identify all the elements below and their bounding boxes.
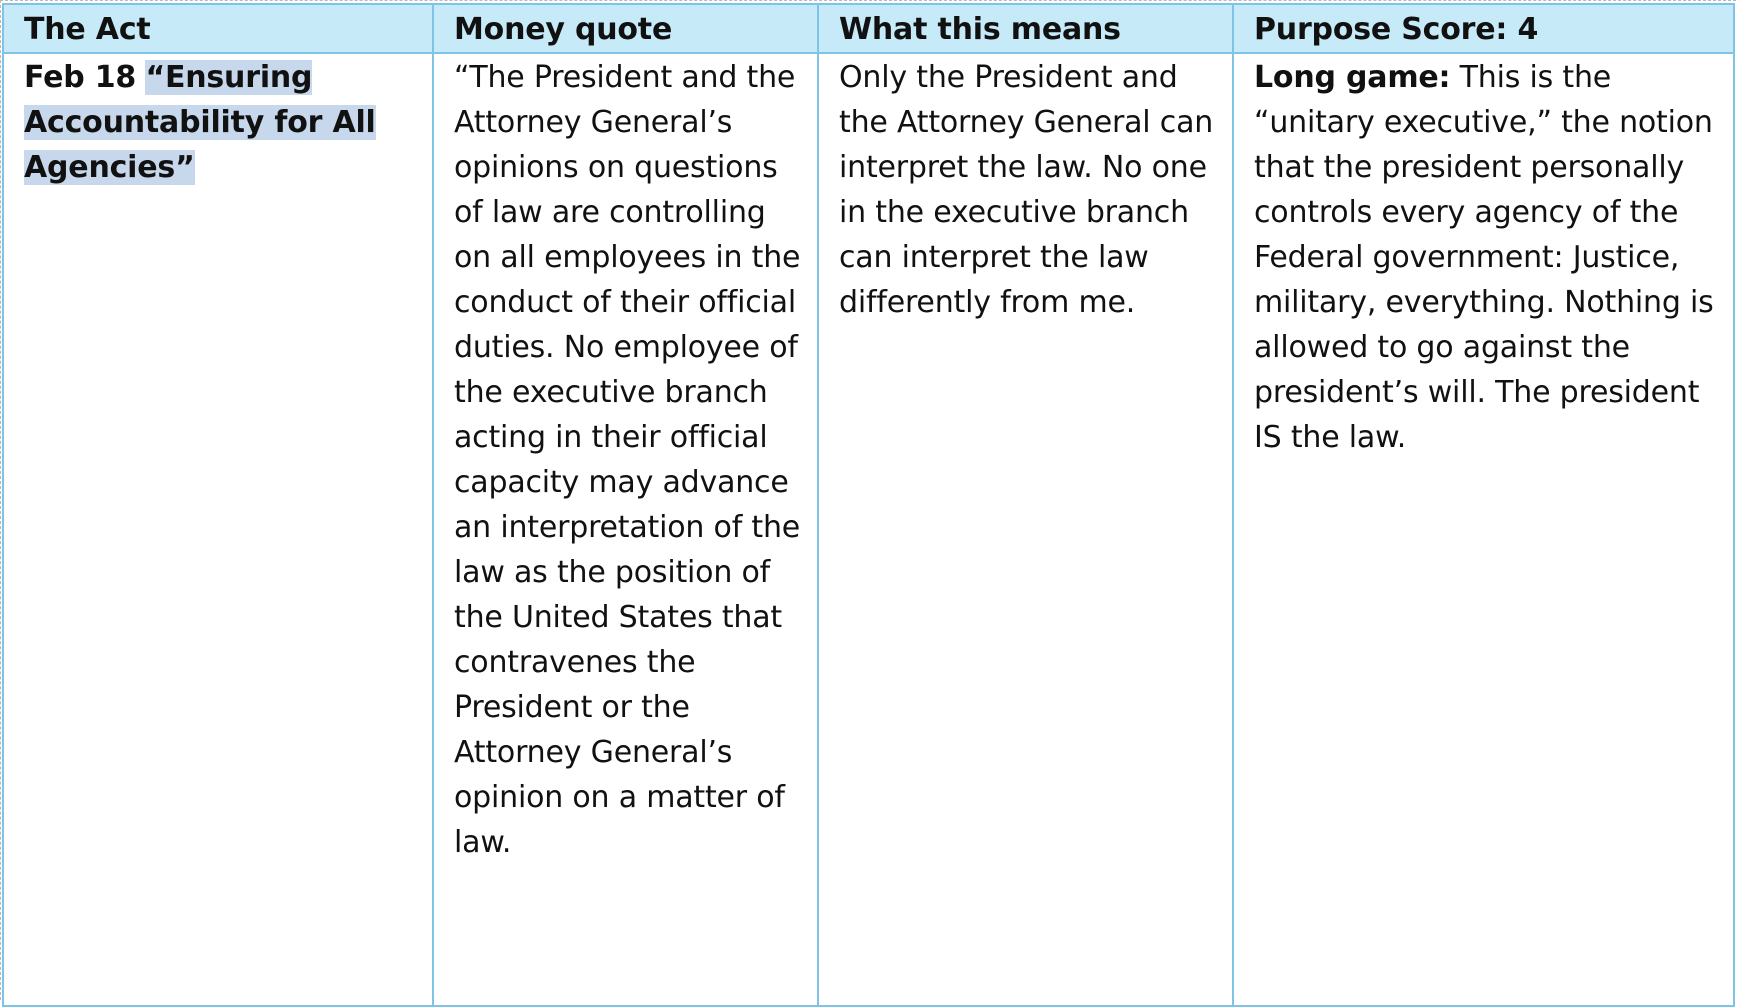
act-cell[interactable] <box>3 53 433 1006</box>
header-purpose-score: Purpose Score: 4 <box>1233 4 1734 53</box>
act-date: Feb 18 <box>24 60 137 95</box>
purpose-text: This is the “unitary executive,” the notion that the president personally controls every agency of the Federal government: Justice, military, everything. Nothing is allowed to go against the president’s will. The president IS the law. <box>1254 60 1714 455</box>
header-the-act: The Act <box>3 4 433 53</box>
act-title: “Ensuring Accountability for All Agencies” <box>24 60 376 185</box>
purpose-label: Long game: <box>1254 60 1451 95</box>
meaning-cell[interactable] <box>818 53 1233 1006</box>
money-quote-cell[interactable] <box>433 53 818 1006</box>
executive-orders-table <box>2 3 1735 1007</box>
table-row <box>3 53 1734 1006</box>
purpose-cell[interactable] <box>1233 53 1734 1006</box>
header-what-this-means: What this means <box>818 4 1233 53</box>
header-row <box>3 4 1734 53</box>
header-money-quote: Money quote <box>433 4 818 53</box>
meaning-text: Only the President and the Attorney General can interpret the law. No one in the executive branch can interpret the law differently from me. <box>839 60 1214 320</box>
money-quote-text: “The President and the Attorney General’s opinions on questions of law are controlling on all employees in the conduct of their official duties. No employee of the executive branch acting in their official capacity may advance an interpretation of the law as the position of the United States that contravenes the President or the Attorney General’s opinion on a matter of law. <box>454 60 801 860</box>
